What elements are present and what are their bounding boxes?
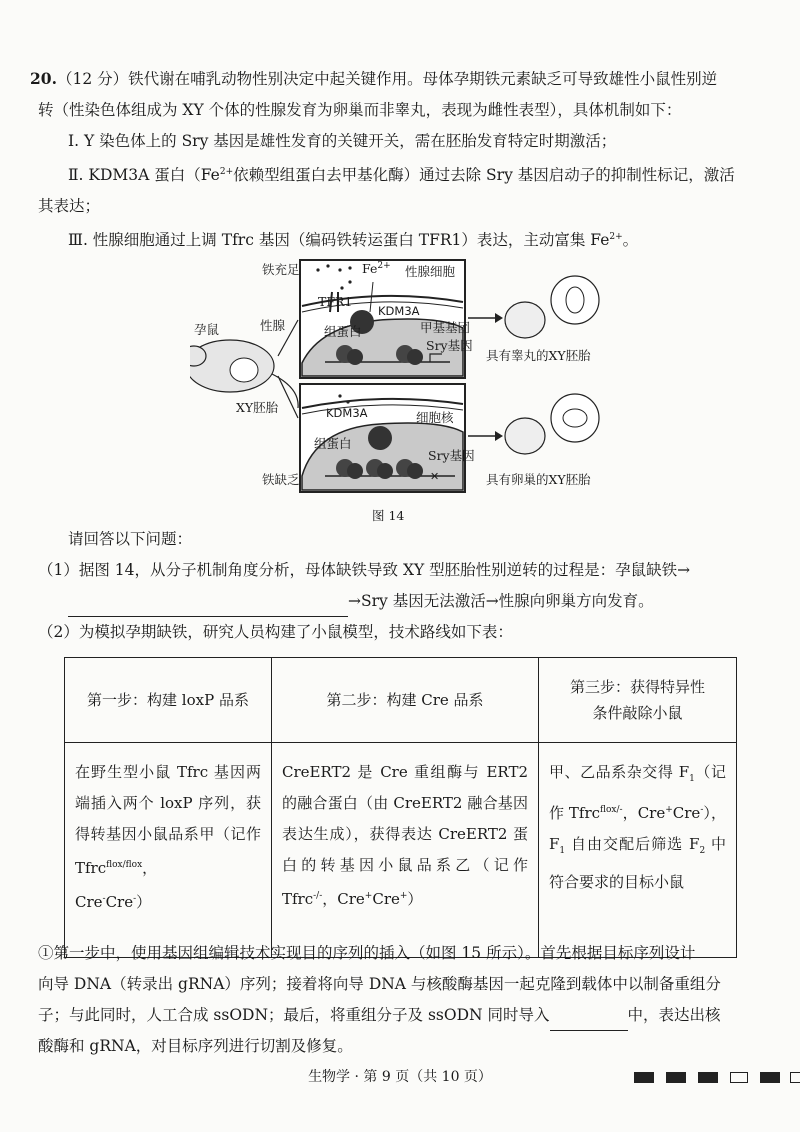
q1-line-1: （1）据图 14，从分子机制角度分析，母体缺铁导致 XY 型胚胎性别逆转的过程是：孕鼠缺铁→ xyxy=(38,561,691,579)
figure-drawing xyxy=(190,258,620,498)
technical-route-table xyxy=(64,657,737,958)
label-fe: $Fe^{2+}$ xyxy=(362,261,391,277)
label-histone-top: 组蛋白 xyxy=(324,324,362,339)
answer-prompt: 请回答以下问题： xyxy=(68,530,193,548)
q2-intro: （2）为模拟孕期缺铁，研究人员构建了小鼠模型，技术路线如下表： xyxy=(38,623,513,641)
table-cell-step-1: 在野生型小鼠 Tfrc 基因两端插入两个 loxP 序列，获得转基因小鼠品系甲（记作 Tfrc$^{flox/flox}$， Cre-Cre-） xyxy=(65,743,272,958)
table-cell-step-3: 甲、乙品系杂交得 $F_1$（记作 Tfrc$^{flox/-}$，Cre+Cre-），$F_1$ 自由交配后筛选 $F_2$ 中符合要求的目标小鼠 xyxy=(539,743,737,958)
label-sry-bottom: Sry基因 xyxy=(428,448,475,463)
q2-1-line-4: 酸酶和 gRNA，对目标序列进行切割及修复。 xyxy=(38,1037,353,1055)
embryo-top xyxy=(505,302,545,338)
mechanism-point-1: Ⅰ. Y 染色体上的 Sry 基因是雄性发育的关键开关，需在胚胎发育特定时期激活； xyxy=(68,132,617,150)
svg-text:✕: ✕ xyxy=(430,470,440,483)
intro-line-2: 转（性染色体组成为 XY 个体的性腺发育为卵巢而非睾丸，表现为雌性表型），具体机制如下： xyxy=(38,101,682,119)
label-kdm3a-bottom: KDM3A xyxy=(326,406,368,420)
label-methyl-group: 甲基基团 xyxy=(420,320,471,335)
question-intro xyxy=(30,63,762,256)
label-iron-deficient: 铁缺乏 xyxy=(262,472,300,487)
label-kdm3a-top: KDM3A xyxy=(378,304,420,318)
label-iron-sufficient: 铁充足 xyxy=(262,262,300,277)
q2-1-line-1: ①第一步中，使用基因组编辑技术实现目的序列的插入（如图 15 所示）。首先根据目标序列设计 xyxy=(38,944,696,962)
label-nucleus: 细胞核 xyxy=(416,410,454,425)
q2-1-answer-blank[interactable] xyxy=(550,1012,628,1031)
q2-part-1 xyxy=(38,938,762,1062)
table-cell-step-2: CreERT2 是 Cre 重组酶与 ERT2 的融合蛋白（由 CreERT2 融合基因表达生成），获得表达 CreERT2 蛋白的转基因小鼠品系乙（记作 Tfrc-/-，Cre+Cre+） xyxy=(272,743,539,958)
figure-caption: 图 14 xyxy=(372,508,405,523)
label-testis-embryo: 具有睾丸的XY胚胎 xyxy=(486,348,591,363)
table-header-step-1: 第一步：构建 loxP 品系 xyxy=(65,658,272,743)
table-header-step-3: 第三步：获得特异性 条件敲除小鼠 xyxy=(539,658,737,743)
label-ovary-embryo: 具有卵巢的XY胚胎 xyxy=(486,472,591,487)
q2-1-line-2: 向导 DNA（转录出 gRNA）序列；接着将向导 DNA 与核酸酶基因一起克隆到载体中以制备重组分 xyxy=(38,975,721,993)
label-gonad-cell: 性腺细胞 xyxy=(405,264,456,279)
label-xy-embryo: XY胚胎 xyxy=(236,400,279,415)
q1-line-2: →Sry 基因无法激活→性腺向卵巢方向发育。 xyxy=(38,592,654,610)
mechanism-point-2b: 其表达； xyxy=(38,197,101,216)
label-sry-top: Sry基因 xyxy=(426,338,473,353)
kdm3a-bottom-blob xyxy=(368,426,392,450)
questions-block xyxy=(38,524,762,648)
label-histone-bottom: 组蛋白 xyxy=(314,436,352,451)
question-score: （12 分） xyxy=(56,70,129,88)
question-number: 20. xyxy=(30,69,57,88)
table-header-step-2: 第二步：构建 Cre 品系 xyxy=(272,658,539,743)
mechanism-point-2a: Ⅱ. KDM3A 蛋白（$Fe^{2+}$依赖型组蛋白去甲基化酶）通过去除 Sry 基因启动子的抑制性标记，激活 xyxy=(68,166,735,185)
label-gonad: 性腺 xyxy=(260,318,286,333)
embryo-bottom xyxy=(505,418,545,454)
q1-answer-blank[interactable] xyxy=(68,598,348,617)
page-footer: 生物学 · 第 9 页（共 10 页） xyxy=(308,1069,492,1085)
figure-14 xyxy=(190,258,620,498)
mechanism-point-3: Ⅲ. 性腺细胞通过上调 Tfrc 基因（编码铁转运蛋白 TFR1）表达，主动富集 $Fe^{2+}$。 xyxy=(68,231,639,250)
label-pregnant-mouse: 孕鼠 xyxy=(194,322,220,337)
intro-line-1: 铁代谢在哺乳动物性别决定中起关键作用。母体孕期铁元素缺乏可导致雄性小鼠性别逆 xyxy=(128,70,718,88)
q2-1-line-3: 子；与此同时，人工合成 ssODN；最后，将重组分子及 ssODN 同时导入 中，表达出核 xyxy=(38,1006,721,1024)
label-tfr1: TFR1 xyxy=(318,294,353,309)
